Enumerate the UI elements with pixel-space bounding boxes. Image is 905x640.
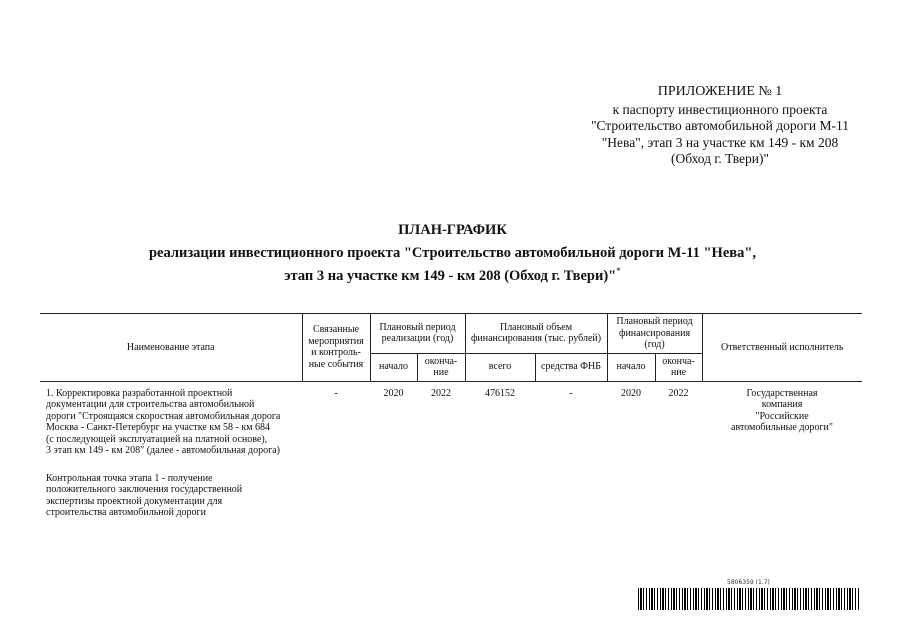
impl-start-cell: 2020 xyxy=(383,387,404,399)
total-cell: 476152 xyxy=(485,387,516,399)
subtitle-line-2 xyxy=(100,262,805,285)
plan-table xyxy=(40,313,862,519)
subtitle-line-2-text: этап 3 на участке км 149 - км 208 (Обход г. Твери)" xyxy=(284,267,617,284)
table-row xyxy=(40,381,862,519)
executor-cell xyxy=(702,381,862,519)
header-total: всего xyxy=(465,353,535,381)
document-subtitle xyxy=(100,244,805,285)
stage-description: 1. Корректировка разработанной проектной документации для строительства автомобильной дороги "Строящаяся скоростная автомобильная дорога Москва - Санкт-Петербург на участке км 58 - км 684 (с последующей эксплуатацией на платной основе), 3 этап км 149 - км 208" (далее - автомобильная дорога) xyxy=(46,387,281,456)
header-stage-name: Наименование этапа xyxy=(40,314,302,382)
appendix-line: "Нева", этап 3 на участке км 149 - км 208 xyxy=(601,134,839,150)
events-cell: - xyxy=(334,387,338,399)
header-finance-volume: Плановый объем финансирования (тыс. рублей) xyxy=(465,314,607,354)
header-events: Связанные мероприятия и контроль-ные события xyxy=(302,314,370,382)
header-impl-start: начало xyxy=(370,353,417,381)
header-fin-start: начало xyxy=(607,353,655,381)
document-title: ПЛАН-ГРАФИК xyxy=(398,222,507,238)
executor-text: Государственная компания "Российские автомобильные дороги" xyxy=(731,387,833,433)
header-impl-period: Плановый период реализации (год) xyxy=(370,314,465,354)
header-finance-period: Плановый период финансирования (год) xyxy=(607,314,702,354)
appendix-block xyxy=(540,84,900,168)
header-fin-end: оконча-ние xyxy=(655,353,702,381)
footnote-mark: * xyxy=(616,266,621,276)
stage-cell xyxy=(40,381,302,519)
header-fnb: средства ФНБ xyxy=(535,353,607,381)
control-point: Контрольная точка этапа 1 - получение положительного заключения государственной экспертизы проектной документации для строительства автомобильной дороги xyxy=(46,472,243,518)
barcode-number: 5806359 (1.7) xyxy=(727,579,770,586)
appendix-line: (Обход г. Твери)" xyxy=(670,151,770,166)
header-impl-end: оконча-ние xyxy=(417,353,465,381)
header-executor: Ответственный исполнитель xyxy=(702,314,862,382)
subtitle-line-1: реализации инвестиционного проекта "Строительство автомобильной дороги М-11 "Нева", xyxy=(148,245,757,261)
barcode-icon xyxy=(638,588,860,610)
fin-start-cell: 2020 xyxy=(621,387,642,399)
appendix-line: к паспорту инвестиционного проекта xyxy=(612,101,828,117)
fin-end-cell: 2022 xyxy=(668,387,689,399)
impl-end-cell: 2022 xyxy=(431,387,451,399)
appendix-line: "Строительство автомобильной дороги М-11 xyxy=(590,118,850,133)
appendix-heading: ПРИЛОЖЕНИЕ № 1 xyxy=(657,84,783,99)
fnb-cell: - xyxy=(569,387,573,399)
